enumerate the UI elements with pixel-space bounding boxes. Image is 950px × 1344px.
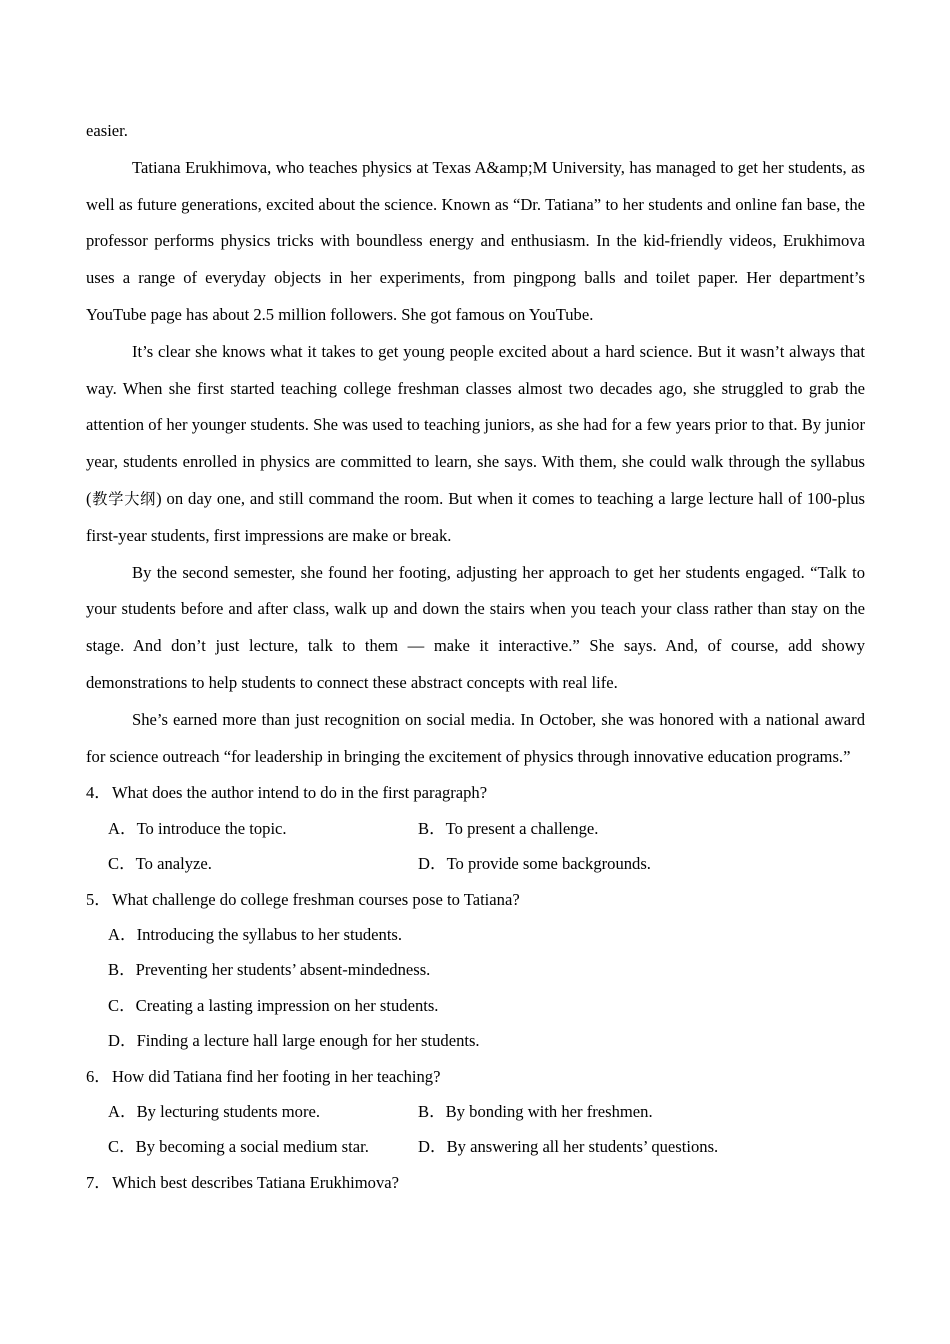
- question-6: [86, 1059, 865, 1094]
- option-text: By lecturing students more.: [136, 1101, 321, 1121]
- option-text: Introducing the syllabus to her students.: [136, 924, 403, 944]
- question-6-option-c[interactable]: [108, 1129, 369, 1164]
- question-5-stem: What challenge do college freshman courses pose to Tatiana?: [112, 889, 520, 909]
- question-6-option-d[interactable]: [418, 1129, 718, 1164]
- document-body: [86, 113, 865, 1200]
- question-4-option-b[interactable]: [418, 811, 598, 846]
- question-5-option-row-a: [86, 917, 865, 952]
- option-letter: D．: [418, 1137, 447, 1157]
- question-4: [86, 775, 865, 810]
- option-text: By bonding with her freshmen.: [445, 1101, 653, 1121]
- question-7-stem: Which best describes Tatiana Erukhimova?: [112, 1172, 399, 1192]
- option-letter: D．: [108, 1031, 137, 1051]
- option-letter: C．: [108, 1137, 136, 1157]
- question-6-number: 6．: [86, 1066, 111, 1086]
- question-6-option-a[interactable]: [108, 1094, 320, 1129]
- question-5-option-row-c: [86, 988, 865, 1023]
- option-text: By becoming a social medium star.: [135, 1137, 369, 1157]
- option-letter: C．: [108, 854, 136, 874]
- question-4-option-d[interactable]: [418, 846, 651, 881]
- question-5-number: 5．: [86, 889, 111, 909]
- question-6-option-b[interactable]: [418, 1094, 653, 1129]
- chinese-gloss-syllabus: 教学大纲: [91, 489, 157, 508]
- question-6-stem: How did Tatiana find her footing in her teaching?: [112, 1066, 441, 1086]
- question-5-option-d[interactable]: [108, 1023, 480, 1058]
- paragraph-3: By the second semester, she found her footing, adjusting her approach to get her students engaged. “Talk to your students before and after class, walk up and down the stairs when you teach your class rather than stay on the stage. And don’t just lecture, talk to them — make it interactive.” She says. And, of course, add showy demonstrations to help students to connect these abstract concepts with real life.: [86, 562, 865, 692]
- option-text: Preventing her students’ absent-mindedness.: [135, 960, 431, 980]
- option-letter: B．: [418, 1101, 446, 1121]
- question-5: [86, 882, 865, 917]
- option-text: By answering all her students’ questions.: [446, 1137, 719, 1157]
- option-text: To introduce the topic.: [136, 818, 287, 838]
- option-text: Finding a lecture hall large enough for her students.: [136, 1031, 480, 1051]
- question-7-number: 7．: [86, 1172, 111, 1192]
- question-4-option-row-1: [86, 811, 865, 846]
- option-letter: B．: [418, 818, 446, 838]
- question-6-option-row-1: [86, 1094, 865, 1129]
- question-4-stem: What does the author intend to do in the first paragraph?: [112, 783, 488, 803]
- question-5-option-row-b: [86, 952, 865, 987]
- option-letter: C．: [108, 995, 136, 1015]
- option-text: Creating a lasting impression on her students.: [135, 995, 439, 1015]
- paragraph-0: easier.: [86, 121, 128, 140]
- option-letter: A．: [108, 818, 137, 838]
- option-letter: B．: [108, 960, 136, 980]
- question-5-option-b[interactable]: [108, 952, 430, 987]
- option-text: To analyze.: [135, 854, 212, 874]
- option-letter: A．: [108, 924, 137, 944]
- question-6-option-row-2: [86, 1129, 865, 1164]
- paragraph-2-part-after: ) on day one, and still command the room. But when it comes to teaching a large lecture hall of 100-plus first-year students, first impressions are make or break.: [86, 488, 865, 545]
- question-4-option-c[interactable]: [108, 846, 212, 881]
- paragraph-1: Tatiana Erukhimova, who teaches physics at Texas A&amp;M University, has managed to get her students, as well as future generations, excited about the science. Known as “Dr. Tatiana” to her students and online fan base, the professor performs physics tricks with boundless energy and enthusiasm. In the kid-friendly videos, Erukhimova uses a range of everyday objects in her experiments, from pingpong balls and toilet paper. Her department’s YouTube page has about 2.5 million followers. She got famous on YouTube.: [86, 157, 865, 324]
- option-letter: A．: [108, 1101, 137, 1121]
- option-text: To present a challenge.: [445, 818, 599, 838]
- question-5-option-c[interactable]: [108, 988, 438, 1023]
- question-4-option-a[interactable]: [108, 811, 287, 846]
- option-text: To provide some backgrounds.: [446, 854, 651, 874]
- paragraph-4: She’s earned more than just recognition on social media. In October, she was honored with a national award for science outreach “for leadership in bringing the excitement of physics through innovative education programs.”: [86, 709, 865, 766]
- option-letter: D．: [418, 854, 447, 874]
- question-4-option-row-2: [86, 846, 865, 881]
- question-4-number: 4．: [86, 783, 111, 803]
- paragraph-2-part-before: It’s clear she knows what it takes to get young people excited about a hard science. But it wasn’t always that way. When she first started teaching college freshman classes almost two decades ago, she struggled to grab the attention of her younger students. She was used to teaching juniors, as she had for a few years prior to that. By junior year, students enrolled in physics are committed to learn, she says. With them, she could walk through the syllabus (: [86, 341, 865, 508]
- question-7: [86, 1165, 865, 1200]
- question-5-option-row-d: [86, 1023, 865, 1058]
- paragraph-2: [86, 334, 865, 555]
- question-5-option-a[interactable]: [108, 917, 402, 952]
